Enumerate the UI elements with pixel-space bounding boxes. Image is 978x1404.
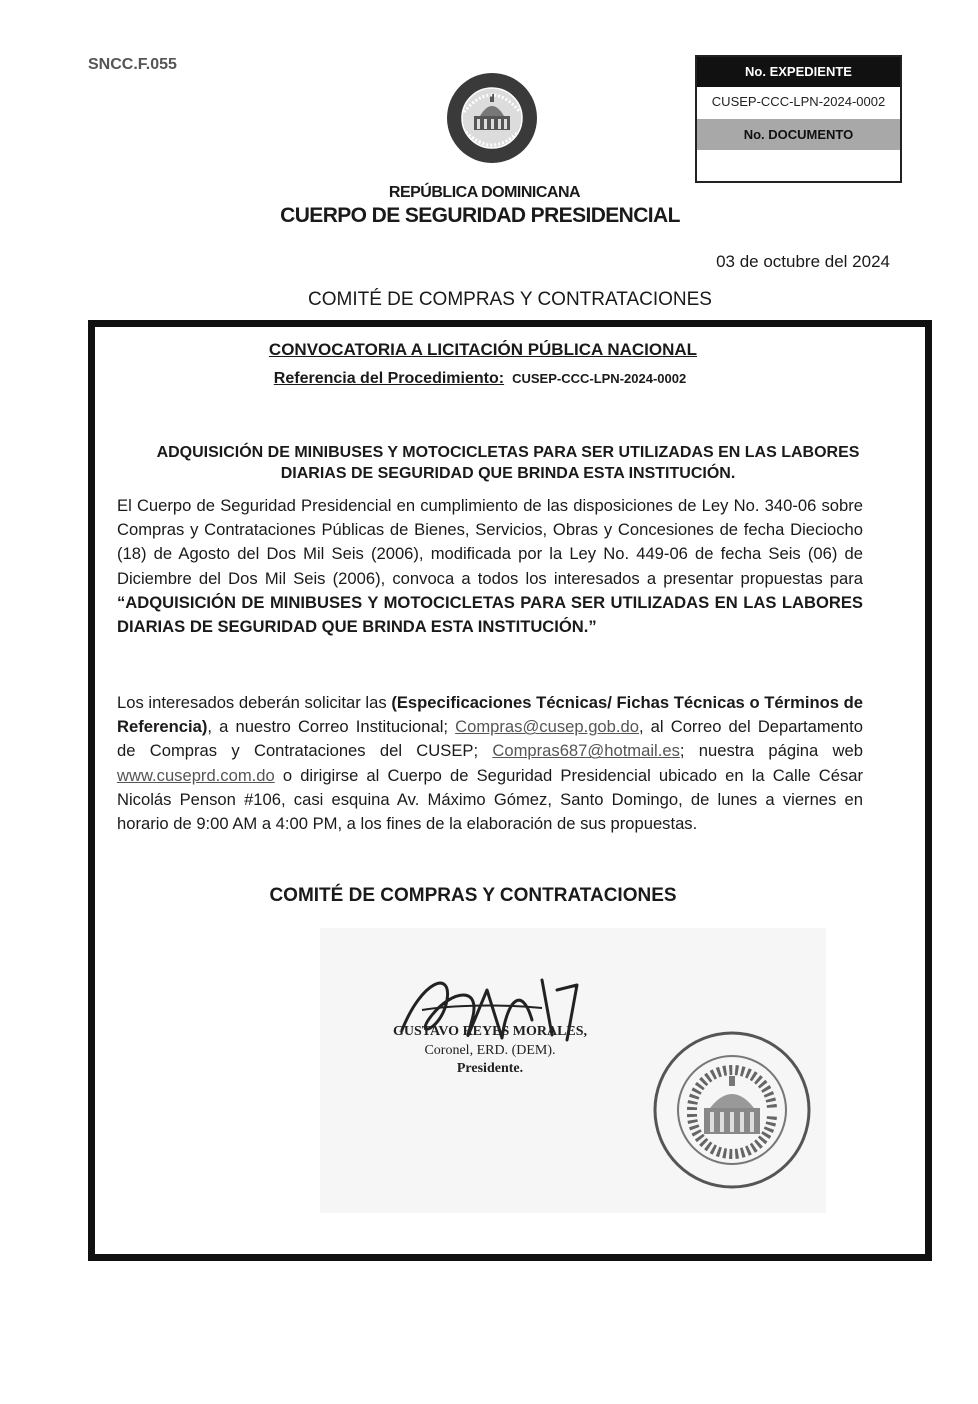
form-code: SNCC.F.055 bbox=[88, 56, 177, 73]
committee-heading: COMITÉ DE COMPRAS Y CONTRATACIONES bbox=[308, 289, 712, 310]
paragraph-2-text-a: Los interesados deberán solicitar las bbox=[117, 693, 392, 712]
paragraph-1 bbox=[117, 494, 863, 639]
paragraph-2-text-e: o dirigirse al Cuerpo de Seguridad Presidencial ubicado en la Calle César Nicolás Penson #106, casi esquina Av. Máximo Gómez, Santo Domingo, de lunes a viernes en horario de 9:00 AM a 4:00 PM, a los fines de la elaboración de sus propuestas. bbox=[117, 765, 863, 834]
paragraph-2-text-d: ; nuestra página web bbox=[679, 741, 863, 761]
reference-label: Referencia del Procedimiento: bbox=[273, 370, 505, 387]
expediente-value: CUSEP-CCC-LPN-2024-0002 bbox=[711, 94, 886, 109]
paragraph-1-bold: “ADQUISICIÓN DE MINIBUSES Y MOTOCICLETAS PARA SER UTILIZADAS EN LAS LABORES DIARIAS DE SEGURIDAD QUE BRINDA ESTA INSTITUCIÓN.” bbox=[117, 592, 863, 637]
website-link[interactable]: www.cuseprd.com.do bbox=[117, 765, 275, 785]
signatory-rank: Coronel, ERD. (DEM). bbox=[424, 1043, 556, 1058]
documento-value bbox=[697, 150, 900, 181]
documento-label: No. DOCUMENTO bbox=[697, 119, 900, 150]
institution-name: CUERPO DE SEGURIDAD PRESIDENCIAL bbox=[280, 204, 680, 227]
notice-subject: ADQUISICIÓN DE MINIBUSES Y MOTOCICLETAS PARA SER UTILIZADAS EN LAS LABORES DIARIAS DE SEGURIDAD QUE BRINDA ESTA INSTITUCIÓN. bbox=[156, 444, 860, 482]
paragraph-1-text: El Cuerpo de Seguridad Presidencial en cumplimiento de las disposiciones de Ley No. 340-06 sobre Compras y Contrataciones Públicas de Bienes, Servicios, Obras y Concesiones de fecha Dieciocho (18) de Agosto del Dos Mil Seis (2006), modificada por la Ley No. 449-06 de fecha Seis (06) de Diciembre del Dos Mil Seis (2006), convoca a todos los interesados a presentar propuestas para bbox=[117, 496, 863, 588]
paragraph-2-text-b: , a nuestro Correo Institucional; bbox=[207, 717, 456, 737]
committee-stamp-icon bbox=[652, 1030, 812, 1190]
republic-name: REPÚBLICA DOMINICANA bbox=[388, 184, 581, 201]
expediente-label: No. EXPEDIENTE bbox=[697, 57, 900, 87]
signatory-role: Presidente. bbox=[456, 1061, 524, 1076]
paragraph-2-text-c: , al Correo del Departamento de Compras y Contrataciones del CUSEP; bbox=[117, 717, 863, 761]
reference-line bbox=[180, 370, 780, 388]
signatory-name: GUSTAVO REYES MORALES, bbox=[392, 1024, 588, 1039]
reference-code: CUSEP-CCC-LPN-2024-0002 bbox=[512, 371, 687, 386]
notice-title: CONVOCATORIA A LICITACIÓN PÚBLICA NACIONAL bbox=[268, 340, 698, 359]
institutional-email-link[interactable]: Compras@cusep.gob.do bbox=[455, 717, 639, 737]
document-date: 03 de octubre del 2024 bbox=[716, 252, 890, 271]
paragraph-2-bold: (Especificaciones Técnicas/ Fichas Técnicas o Términos de Referencia) bbox=[117, 693, 863, 737]
paragraph-2 bbox=[117, 691, 863, 836]
institution-seal-icon bbox=[446, 72, 538, 164]
department-email-link[interactable]: Compras687@hotmail.es bbox=[492, 741, 680, 761]
signing-committee: COMITÉ DE COMPRAS Y CONTRATACIONES bbox=[269, 885, 677, 906]
expediente-box bbox=[695, 55, 902, 183]
